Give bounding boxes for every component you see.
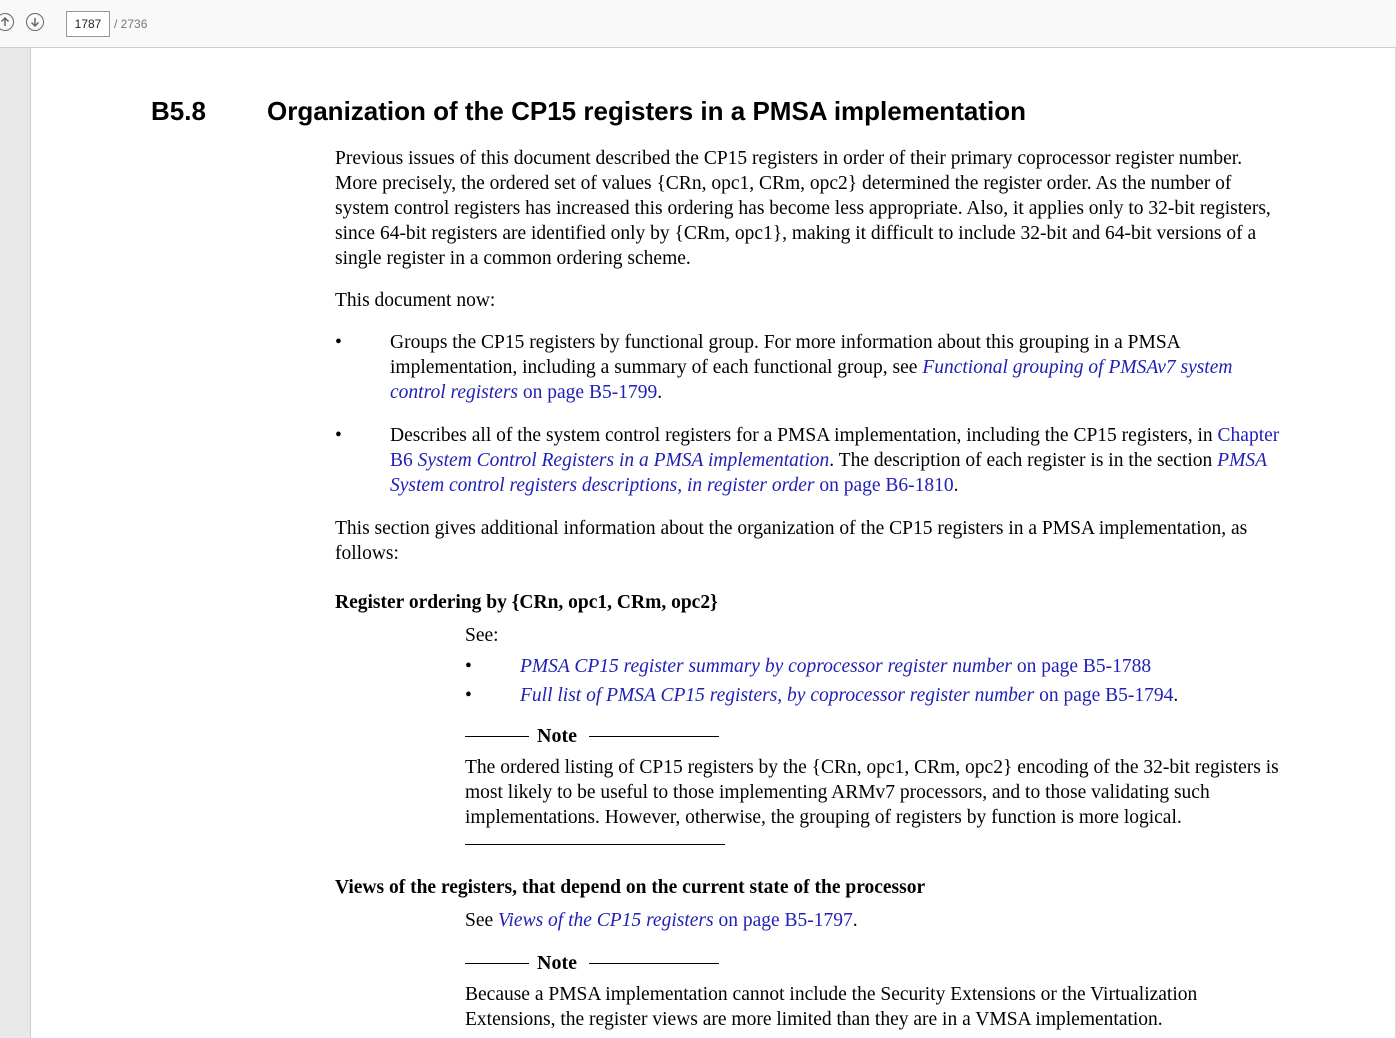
document-now-paragraph: This document now: — [335, 290, 496, 311]
note-text: Because a PMSA implementation cannot include the Security Extensions or the Virtualization Extensions, the register views are more limited than they are in a VMSA implementation. — [465, 984, 1198, 1030]
list-item: • Groups the CP15 registers by functional group. For more information about this grouping in a PMSA implementation, including a summary of each functional group, see Functional grouping of PMSAv7 system control registers on page B5-1799. — [335, 332, 1233, 403]
note-header — [465, 951, 1280, 976]
section-title: Organization of the CP15 registers in a PMSA implementation — [267, 96, 1026, 126]
see-label: See: — [465, 625, 499, 646]
note-label: Note — [537, 725, 577, 747]
section-body — [335, 146, 1280, 1032]
bullet-dot: • — [465, 685, 472, 706]
list-item: • Describes all of the system control registers for a PMSA implementation, including the CP15 registers, in Chapter B6 System Control Registers in a PMSA implementation. The description of each register is in the section PMSA System control registers descriptions, in register order on page B6-1810. — [335, 425, 1280, 496]
register-descriptions-link[interactable]: PMSA System control registers descriptions, in register order on page B6-1810 — [390, 450, 1267, 496]
bullet-list — [335, 330, 1280, 498]
previous-page-icon[interactable] — [0, 13, 14, 31]
list-item — [465, 654, 1280, 679]
views-of-registers-link[interactable]: Views of the CP15 registers on page B5-1797 — [498, 910, 853, 931]
note-end-rule — [465, 844, 725, 845]
page-number-input[interactable] — [66, 11, 110, 37]
intro-paragraph: Previous issues of this document described the CP15 registers in order of their primary coprocessor register number. More precisely, the ordered set of values {CRn, opc1, CRm, opc2} determined the register order. As the number of system control registers has increased this ordering has become less appropriate. Also, it applies only to 32-bit registers, since 64-bit registers are identified only by {CRm, opc1}, making it difficult to include 32-bit and 64-bit versions of a single register in a common ordering scheme. — [335, 148, 1271, 269]
bullet-dot: • — [335, 425, 342, 446]
register-views-content — [465, 908, 1280, 1032]
see-line: See Views of the CP15 registers on page B5-1797. — [465, 910, 858, 931]
section-number: B5.8 — [151, 96, 206, 126]
note-label: Note — [537, 952, 577, 974]
bullet-dot: • — [335, 332, 342, 353]
document-page — [30, 48, 1396, 1038]
functional-grouping-link[interactable]: Functional grouping of PMSAv7 system control registers on page B5-1799 — [390, 357, 1233, 403]
bullet-dot: • — [465, 656, 472, 677]
note-text: The ordered listing of CP15 registers by the {CRn, opc1, CRm, opc2} encoding of the 32-bit registers is most likely to be useful to those implementing ARMv7 processors, and to those validating such implementations. However, otherwise, the grouping of registers by function is more logical. — [465, 757, 1279, 828]
page-total: / 2736 — [114, 17, 148, 31]
register-views-heading: Views of the registers, that depend on the current state of the processor — [335, 877, 926, 898]
additional-info-paragraph: This section gives additional information about the organization of the CP15 registers in a PMSA implementation, as follows: — [335, 518, 1248, 564]
chapter-b6-link[interactable]: Chapter B6 System Control Registers in a PMSA implementation — [390, 425, 1280, 471]
register-ordering-content — [465, 623, 1280, 845]
full-register-list-link[interactable]: Full list of PMSA CP15 registers, by coprocessor register number on page B5-1794 — [520, 685, 1174, 706]
next-page-icon[interactable] — [26, 13, 44, 31]
bullet-text: Groups the CP15 registers by functional group. For more information about this grouping in a PMSA implementation, including a summary of each functional group, see — [390, 332, 1180, 378]
see-list — [465, 654, 1280, 708]
bullet-text: Describes all of the system control registers for a PMSA implementation, including the CP15 registers, in — [390, 425, 1218, 446]
note-header — [465, 724, 1280, 749]
register-ordering-heading: Register ordering by {CRn, opc1, CRm, opc2} — [335, 592, 718, 613]
pdf-toolbar — [0, 0, 1396, 48]
list-item: • Full list of PMSA CP15 registers, by coprocessor register number on page B5-1794. — [465, 685, 1179, 706]
register-summary-link[interactable]: PMSA CP15 register summary by coprocessor register number on page B5-1788 — [520, 656, 1152, 677]
